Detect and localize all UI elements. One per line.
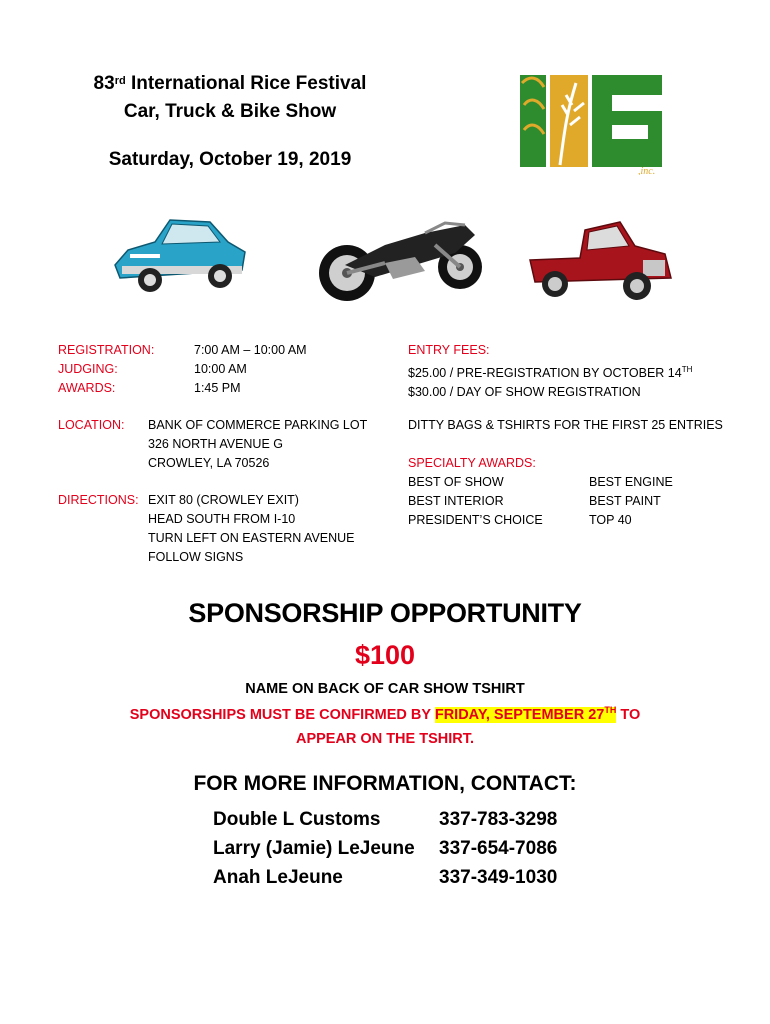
location-line: 326 NORTH AVENUE G [148,437,283,451]
directions-line: FOLLOW SIGNS [148,550,244,564]
sponsorship-title: SPONSORSHIP OPPORTUNITY [188,598,582,628]
directions-line: EXIT 80 (CROWLEY EXIT) [148,493,299,507]
contact-row [213,863,557,892]
sponsorship-tshirt-note: NAME ON BACK OF CAR SHOW TSHIRT [245,681,525,697]
award-item: BEST INTERIOR [408,494,504,508]
contact-phone: 337-654-7086 [439,838,558,859]
entry-fees-label: ENTRY FEES: [408,343,490,357]
pickup-truck-image [525,210,675,305]
award-item: PRESIDENT’S CHOICE [408,513,543,527]
directions-line: HEAD SOUTH FROM I-10 [148,512,296,526]
classic-car-image [110,210,250,300]
contact-name: Larry (Jamie) LeJeune [213,838,415,859]
entry-fees-block [408,341,692,402]
contact-name: Double L Customs [213,809,381,830]
award-item: BEST ENGINE [589,475,673,489]
location-line: BANK OF COMMERCE PARKING LOT [148,418,368,432]
contact-row [213,834,557,863]
contact-name: Anah LeJeune [213,867,343,888]
irf-logo [520,75,670,175]
contact-row [213,805,557,834]
award-item: BEST OF SHOW [408,475,504,489]
location-block [58,416,367,473]
location-label: LOCATION: [58,418,125,432]
festival-title: 83rd International Rice Festival [93,73,367,94]
schedule-row: REGISTRATION: 7:00 AM – 10:00 AM [58,343,307,357]
directions-line: TURN LEFT ON EASTERN AVENUE [148,531,355,545]
award-item: BEST PAINT [589,494,661,508]
contact-title: FOR MORE INFORMATION, CONTACT: [193,772,577,795]
sponsorship-deadline: SPONSORSHIPS MUST BE CONFIRMED BY FRIDAY, SEPTEMBER 27TH TO [129,705,641,723]
contact-phone: 337-349-1030 [439,867,558,888]
directions-label: DIRECTIONS: [58,493,139,507]
deadline-highlight: FRIDAY, SEPTEMBER 27TH [434,705,617,723]
directions-block [58,491,355,567]
schedule-row: JUDGING: 10:00 AM [58,362,247,376]
event-date: Saturday, October 19, 2019 [108,149,352,170]
specialty-awards-block [408,454,673,530]
specialty-awards-label: SPECIALTY AWARDS: [408,456,536,470]
sponsorship-deadline-cont: APPEAR ON THE TSHIRT. [295,731,475,747]
entry-fee-day: $30.00 / DAY OF SHOW REGISTRATION [408,385,641,400]
event-header [80,70,380,174]
location-line: CROWLEY, LA 70526 [148,456,270,470]
ditty-bags-note: DITTY BAGS & TSHIRTS FOR THE FIRST 25 ENTRIES [408,418,723,432]
contact-list [213,805,557,892]
schedule-block [58,341,307,398]
entry-fee-pre: $25.00 / PRE-REGISTRATION BY OCTOBER 14TH [408,365,693,381]
svg-text:,inc.: ,inc. [638,166,656,175]
show-title: Car, Truck & Bike Show [123,101,337,122]
contact-phone: 337-783-3298 [439,809,558,830]
schedule-row: AWARDS: 1:45 PM [58,381,241,395]
award-item: TOP 40 [589,513,632,527]
motorcycle-image [315,215,485,305]
sponsorship-price: $100 [354,640,416,670]
